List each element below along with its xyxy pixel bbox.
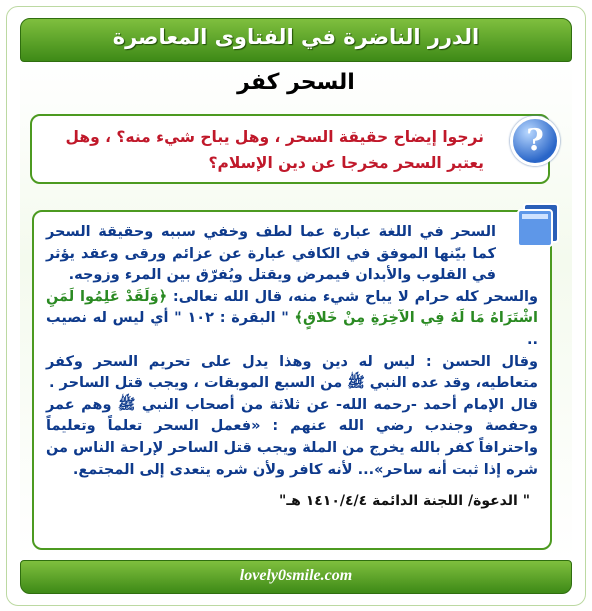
ruling-intro: والسحر كله حرام لا يباح شيء منه، قال الله تعالى: — [167, 288, 538, 305]
site-title: الدرر الناضرة في الفتاوى المعاصرة — [112, 25, 480, 49]
fatwa-source: " الدعوة/ اللجنة الدائمة ١٤١٠/٤/٤ هـ" — [279, 493, 530, 510]
question-text: نرجوا إيضاح حقيقة السحر ، وهل يباح شيء منه؟ ، وهل يعتبر السحر مخرجا عن دين الإسلام؟ — [65, 128, 484, 172]
answer-box — [32, 210, 552, 550]
footer-site-url[interactable]: lovely0smile.com — [239, 567, 353, 584]
verse-reference: " البقرة : ١٠٢ " أي ليس له نصيب .. — [46, 310, 538, 348]
answer-paragraph-definition: السحر في اللغة عبارة عما لطف وخفي سببه وحقيقة السحر كما بيّنها الموفق في الكافي عبارة عن عزائم ورقى وعقد يؤثر في القلوب والأبدان فيمرض ويقتل ويُفرّق بين المرء وزوجه. — [46, 224, 496, 284]
topic-title: السحر كفر — [237, 70, 355, 95]
answer-text — [46, 222, 538, 513]
footer-bar — [20, 560, 572, 594]
question-mark-icon: ? — [510, 116, 560, 166]
answer-paragraph-hasan: وقال الحسن : ليس له دين وهذا يدل على تحريم السحر وكفر متعاطيه، وقد عده النبي ﷺ من السبع الموبقات ، ويجب قتل الساحر . — [46, 353, 538, 392]
answer-paragraph-ruling — [46, 287, 538, 352]
question-box — [30, 114, 550, 184]
quran-verse: ﴿وَلَقَدْ عَلِمُوا لَمَنِ اشْتَرَاهُ مَا لَهُ فِي الآخِرَةِ مِنْ خَلاقٍ﴾ — [46, 288, 538, 327]
header-bar — [20, 18, 572, 62]
answer-paragraph-ahmad: قال الإمام أحمد -رحمه الله- عن ثلاثة من أصحاب النبي ﷺ وهم عمر وحفصة وجندب رضي الله عنهم : «فعمل السحر تعلماً وتعليماً واحترافاً كفر بالله يخرج من الملة ويجب قتل الساحر لإراحة الناس من شره إذا ثبت أنه ساحر»... لأنه كافر ولأن شره يتعدى إلى المجتمع. — [46, 396, 538, 478]
